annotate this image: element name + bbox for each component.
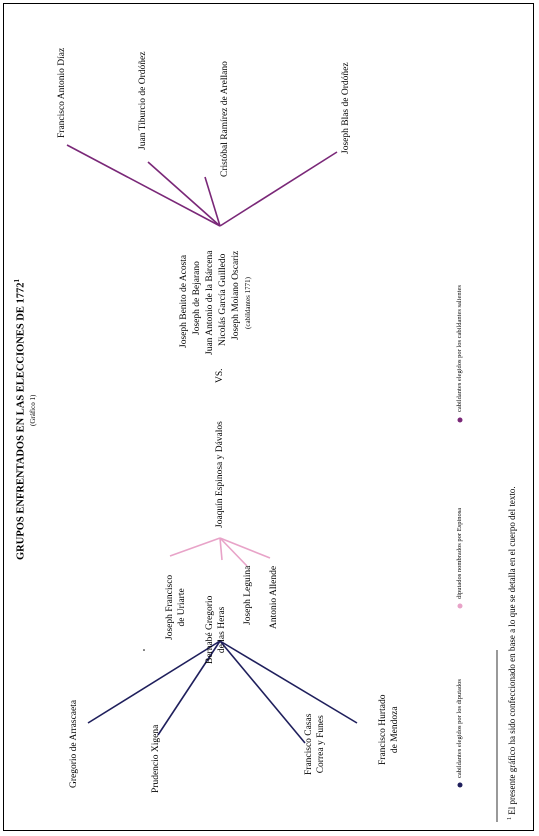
line-to-heras bbox=[220, 538, 222, 560]
saliente-name: Joseph Blas de Ordóñez bbox=[341, 62, 351, 154]
line-to-francisco-antonio-diaz bbox=[67, 145, 220, 226]
cabildante-name: Francisco Hurtado de Mendoza bbox=[378, 694, 400, 765]
pink-lines bbox=[170, 538, 270, 566]
opposing-member: Joseph de Bejarano bbox=[192, 261, 202, 335]
legend-dot-purple bbox=[458, 418, 463, 423]
opposing-member: Joseph Moiano Oscariz bbox=[231, 250, 241, 340]
diagram-subtitle: (Gráfico 1) bbox=[29, 394, 37, 426]
footnote: $^1$ El presente gráfico ha sido confeccionado en base a lo que se detalla en el cuerpo del texto. bbox=[507, 486, 517, 820]
diagram-title: GRUPOS ENFRENTADOS EN LAS ELECCIONES DE 1772$^1$ bbox=[13, 278, 27, 560]
line-to-uriarte bbox=[170, 538, 220, 556]
line-to-leguina bbox=[220, 538, 247, 566]
legend-label-pink: diputados nombrados por Espinosa bbox=[456, 507, 463, 599]
line-to-arrascaeta bbox=[88, 641, 220, 723]
purple-lines bbox=[67, 145, 337, 226]
line-to-joseph-blas bbox=[220, 152, 337, 226]
opposing-note: (cabildantes 1771) bbox=[244, 277, 252, 329]
diputado-name: Bernabé Gregorio de las Heras bbox=[205, 595, 227, 664]
line-to-casas bbox=[220, 641, 305, 743]
saliente-name: Cristóbal Ramírez de Arellano bbox=[220, 61, 230, 177]
versus-label: VS. bbox=[215, 368, 225, 383]
diputado-name: Joseph Francisco de Uriarte bbox=[165, 574, 187, 640]
diputado-name: Antonio Allende bbox=[269, 565, 279, 629]
legend-label-navy: cabildantes elegidos por los diputados bbox=[456, 679, 463, 778]
opposing-member: Nicolás García Guilledo bbox=[218, 253, 228, 346]
saliente-name: Francisco Antonio Díaz bbox=[57, 47, 67, 138]
saliente-name: Juan Tiburcio de Ordóñez bbox=[138, 51, 148, 150]
opposing-member: Juan Antonio de la Bárcena bbox=[205, 250, 215, 355]
line-to-allende bbox=[220, 538, 270, 558]
cabildante-name: Francisco Casas Correa y Funes bbox=[304, 713, 326, 775]
legend-dot-navy bbox=[458, 783, 463, 788]
cabildante-name: Prudencio Xigena bbox=[151, 724, 161, 793]
center-name: Joaquín Espinosa y Dávalos bbox=[215, 421, 225, 528]
cabildante-name: Gregorio de Arrascaeta bbox=[69, 699, 79, 788]
line-to-hurtado bbox=[220, 641, 357, 723]
legend-dot-pink bbox=[458, 604, 463, 609]
diputado-name: Joseph Leguina bbox=[243, 565, 253, 625]
legend-label-purple: cabildantes elegidos por los cabildantes salientes bbox=[456, 285, 463, 412]
opposing-member: Joseph Benito de Acosta bbox=[179, 254, 189, 348]
stray-mark bbox=[143, 649, 145, 651]
